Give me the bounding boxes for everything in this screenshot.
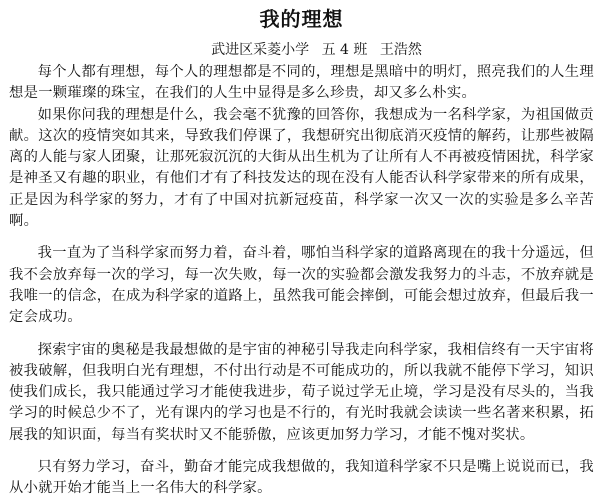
author-school: 武进区采菱小学 bbox=[211, 42, 310, 58]
paragraph-3: 我一直为了当科学家而努力着，奋斗着，哪怕当科学家的道路离现在的我十分遥远，但我不会放弃每一次的学习，每一次失败，每一次的实验都会激发我努力的斗志，不放弃就是我唯一的信念，在成为科学家的道路上，虽然我可能会摔倒，可能会想过放弃，但最后我一定会成功。 bbox=[9, 245, 594, 326]
paragraph-5: 只有努力学习，奋斗，勤奋才能完成我想做的，我知道科学家不只是嘴上说说而已，我从小就开始才能当上一名伟大的科学家。 bbox=[9, 459, 594, 497]
document-title: 我的理想 bbox=[259, 7, 344, 31]
author-class: 五 4 班 bbox=[321, 42, 368, 58]
author-name: 王浩然 bbox=[379, 42, 422, 58]
paragraph-1: 每个人都有理想，每个人的理想都是不同的，理想是黑暗中的明灯，照亮我们的人生理想是一颗璀璨的珠宝，在我们的人生中显得是多么珍贵，却又多么朴实。 bbox=[9, 64, 594, 102]
paragraph-2: 如果你问我的理想是什么，我会毫不犹豫的回答你，我想成为一名科学家，为祖国做贡献。这次的疫情突如其来，导致我们停课了，我想研究出彻底消灭疫情的解药，让那些被隔离的人能与家人团聚，让那死寂沉沉的大街从出生机为了让所有人不再被疫情困扰，科学家是神圣又有趣的职业，有他们才有了科技发达的现在没有人能否认科学家带来的所有成果，正是因为科学家的努力，才有了中国对抗新冠疫苗，科学家一次又一次的实验是多么辛苦啊。 bbox=[9, 106, 594, 230]
paragraph-4: 探索宇宙的奥秘是我最想做的是宇宙的神秘引导我走向科学家，我相信终有一天宇宙将被我破解，但我明白光有理想，不付出行动是不可能成功的，所以我就不能停下学习，知识使我们成长，我只能通过学习才能使我进步，荀子说过学无止境，学习是没有尽头的，当我学习的时候总少不了，光有课内的学习也是不行的，有光时我就会读读一些名著来积累，拓展我的知识面，每当有奖状时又不能骄傲，应该更加努力学习，才能不愧对奖状。 bbox=[9, 341, 594, 443]
author-byline bbox=[9, 38, 594, 62]
